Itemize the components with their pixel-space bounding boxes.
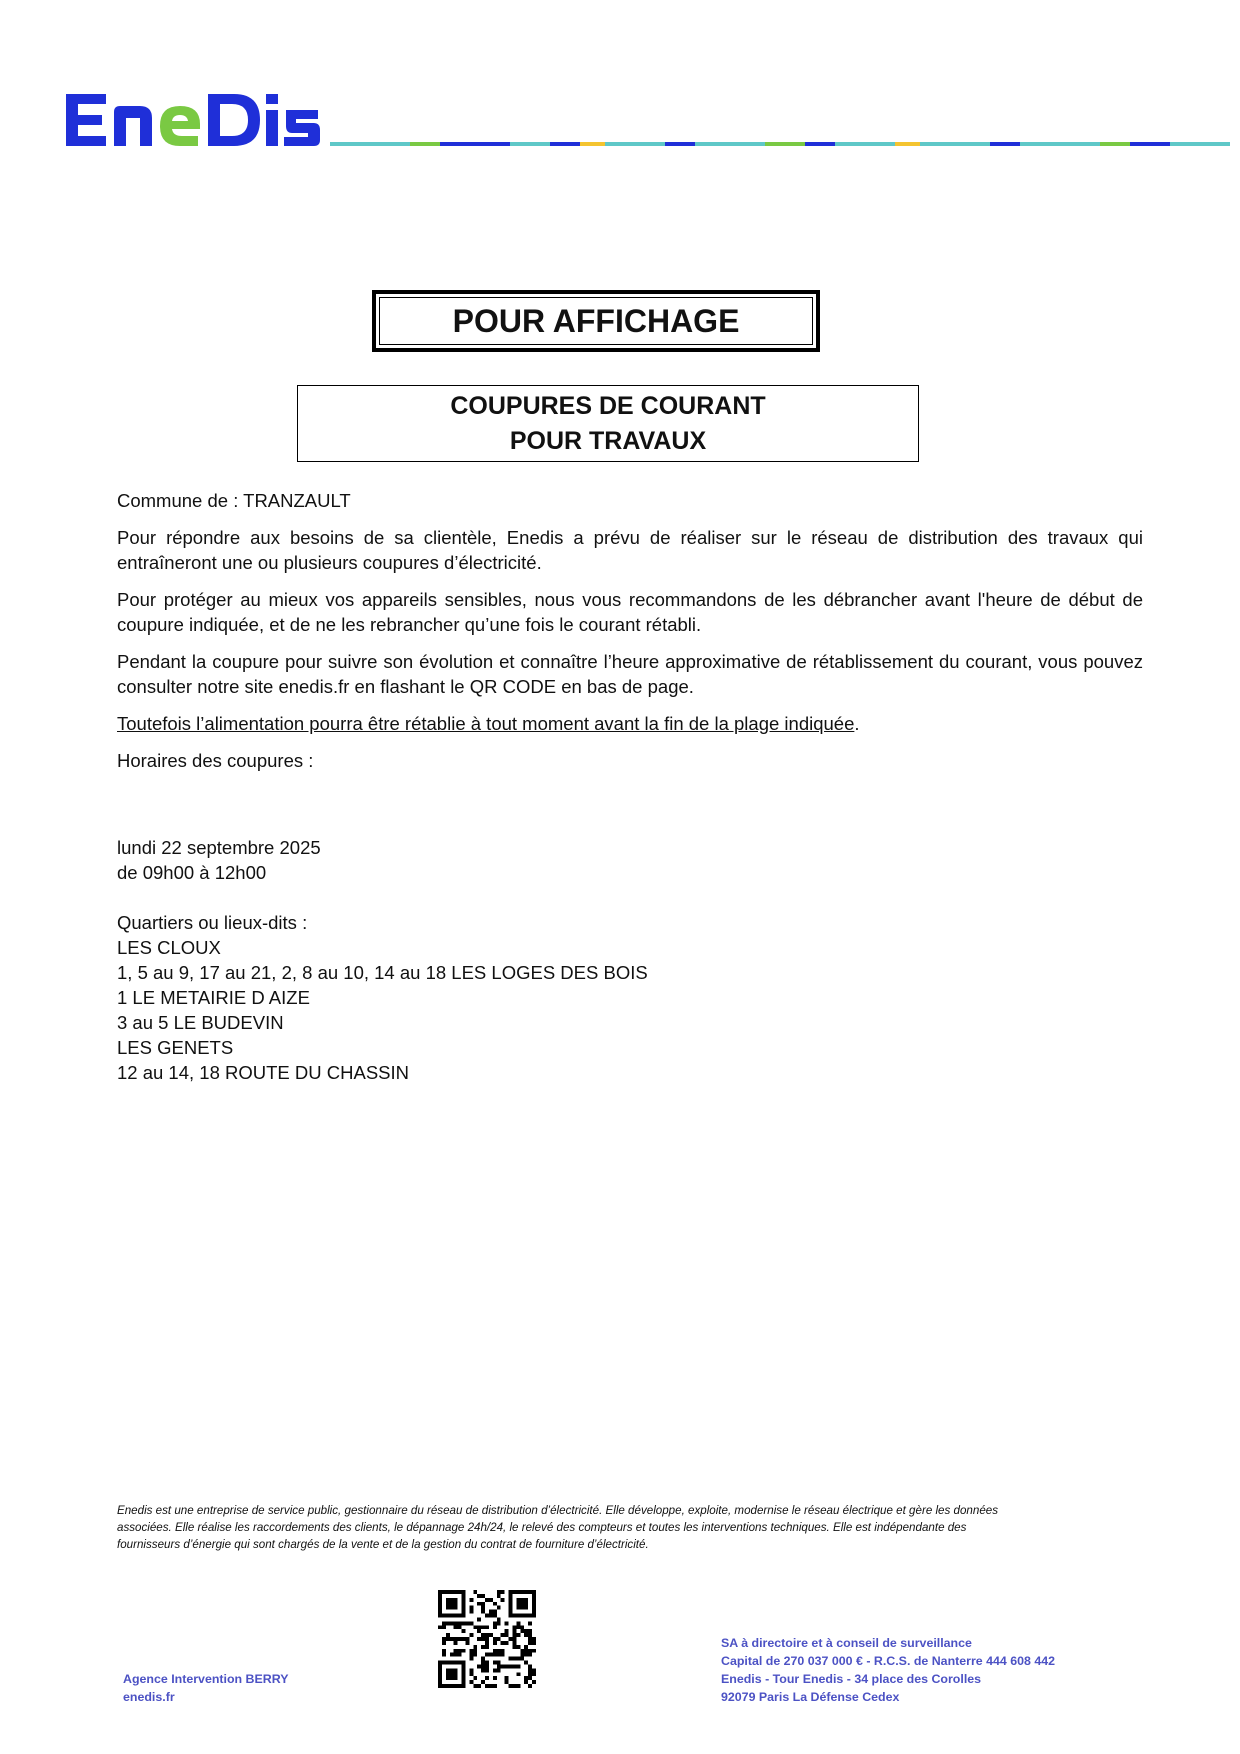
paragraph-1: Pour répondre aux besoins de sa clientèle, Enedis a prévu de réaliser sur le réseau de distribution des travaux qui entraîneront une ou plusieurs coupures d’électricité.	[117, 527, 1143, 573]
agency-name: Agence Intervention BERRY	[123, 1672, 289, 1686]
legal-line-1: Enedis est une entreprise de service public, gestionnaire du réseau de distribution d’électricité. Elle développe, exploite, modernise le réseau électrique et gère les données	[117, 1504, 999, 1517]
subtitle-box	[297, 385, 919, 462]
areas-label: Quartiers ou lieux-dits :	[117, 912, 308, 933]
outage-areas	[117, 910, 1143, 1085]
company-line-3: Enedis - Tour Enedis - 34 place des Corolles	[721, 1672, 982, 1686]
display-title: POUR AFFICHAGE	[379, 297, 813, 345]
paragraph-3: Pendant la coupure pour suivre son évolution et connaître l’heure approximative de rétablissement du courant, vous pouvez consulter notre site enedis.fr en flashant le QR CODE en bas de page.	[117, 651, 1143, 697]
schedule-label: Horaires des coupures :	[117, 750, 314, 771]
brand-stripe	[330, 142, 1230, 146]
legal-notice	[117, 1502, 1117, 1553]
outage-date: lundi 22 septembre 2025	[117, 837, 321, 858]
website-link[interactable]: enedis.fr	[123, 1690, 175, 1704]
footer-company-info	[721, 1634, 1055, 1706]
enedis-logo-icon	[62, 88, 322, 152]
subtitle-line-1: COUPURES DE COURANT	[450, 391, 766, 420]
company-line-2: Capital de 270 037 000 € - R.C.S. de Nanterre 444 608 442	[721, 1654, 1056, 1668]
outage-schedule	[117, 835, 1143, 885]
notice-body	[117, 488, 1143, 1085]
footer-agency	[123, 1670, 288, 1706]
legal-line-3: fournisseurs d’énergie qui sont chargés de la vente et de la gestion du contrat de fourniture d’électricité.	[117, 1538, 649, 1551]
area-item: LES CLOUX	[117, 937, 221, 958]
qr-code-icon	[438, 1590, 536, 1688]
warning-end: .	[854, 713, 860, 734]
commune-line: Commune de : TRANZAULT	[117, 490, 351, 511]
subtitle-line-2: POUR TRAVAUX	[509, 426, 707, 455]
company-line-4: 92079 Paris La Défense Cedex	[721, 1690, 900, 1704]
outage-time: de 09h00 à 12h00	[117, 862, 267, 883]
area-item: 1, 5 au 9, 17 au 21, 2, 8 au 10, 14 au 18 LES LOGES DES BOIS	[117, 962, 648, 983]
warning-line	[117, 711, 1143, 736]
warning-text: Toutefois l’alimentation pourra être rétablie à tout moment avant la fin de la plage indiquée	[117, 713, 855, 734]
display-title-box	[372, 290, 820, 352]
area-item: 1 LE METAIRIE D AIZE	[117, 987, 310, 1008]
area-item: 12 au 14, 18 ROUTE DU CHASSIN	[117, 1062, 409, 1083]
paragraph-2: Pour protéger au mieux vos appareils sensibles, nous vous recommandons de les débrancher avant l'heure de début de coupure indiquée, et de ne les rebrancher qu’une fois le courant rétabli.	[117, 589, 1143, 635]
company-line-1: SA à directoire et à conseil de surveillance	[721, 1636, 972, 1650]
area-item: 3 au 5 LE BUDEVIN	[117, 1012, 284, 1033]
enedis-logo	[62, 88, 322, 152]
legal-line-2: associées. Elle réalise les raccordements des clients, le dépannage 24h/24, le relevé des compteurs et toutes les interventions techniques. Elle est indépendante des	[117, 1521, 967, 1534]
qr-code[interactable]	[438, 1590, 536, 1688]
area-item: LES GENETS	[117, 1037, 234, 1058]
